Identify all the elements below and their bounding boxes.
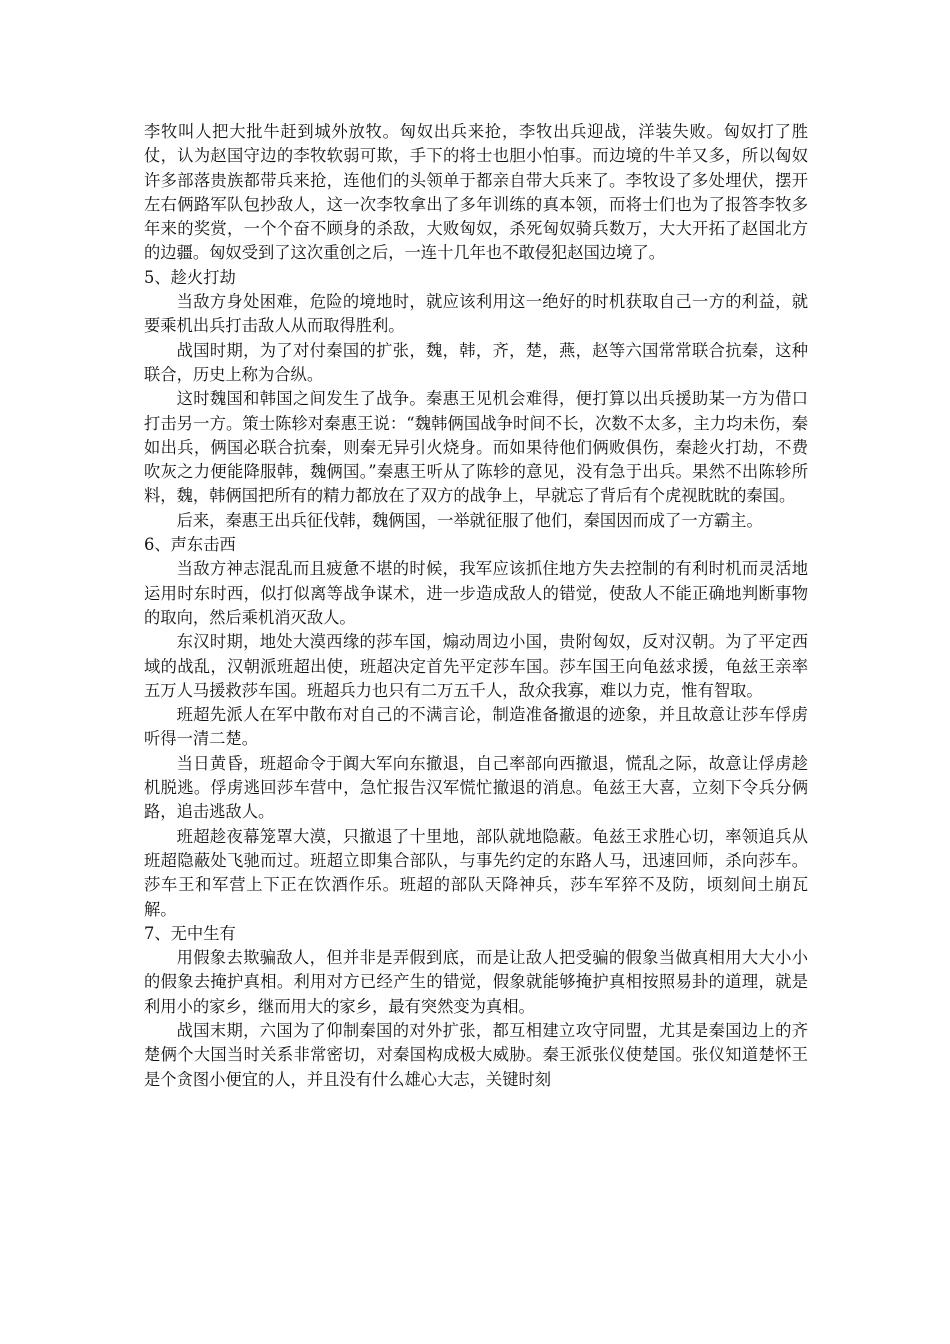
section-heading: 7、无中生有	[144, 923, 236, 943]
paragraph: 当敌方神志混乱而且疲惫不堪的时候，我军应该抓住地方失去控制的有利时机而灵活地运用时东时西，似打似离等战争谋术，进一步造成敌人的错觉，使敌人不能正确地判断事物的取向，然后乘机消灭敌人。	[144, 559, 808, 627]
section-heading: 6、声东击西	[144, 535, 236, 555]
paragraph: 这时魏国和韩国之间发生了战争。秦惠王见机会难得，便打算以出兵援助某一方为借口打击另一方。策士陈轸对秦惠王说：“魏韩俩国战争时间不长，次数不太多，主力均未伤，秦如出兵，俩国必联合抗秦，则秦无异引火烧身。而如果待他们俩败俱伤，秦趁火打劫，不费吹灰之力便能降服韩，魏俩国。”秦惠王听从了陈轸的意见，没有急于出兵。果然不出陈轸所料，魏，韩俩国把所有的精力都放在了双方的战争上，早就忘了背后有个虎视眈眈的秦国。	[144, 389, 808, 506]
paragraph: 李牧叫人把大批牛赶到城外放牧。匈奴出兵来抢，李牧出兵迎战，洋装失败。匈奴打了胜仗，认为赵国守边的李牧软弱可欺，手下的将士也胆小怕事。而边境的牛羊又多，所以匈奴许多部落贵族都带兵来抢，连他们的头领单于都亲自带大兵来了。李牧设了多处埋伏，摆开左右俩路军队包抄敌人，这一次李牧拿出了多年训练的真本领，而将士们也为了报答李牧多年来的奖赏，一个个奋不顾身的杀敌，大败匈奴，杀死匈奴骑兵数万，大大开拓了赵国北方的边疆。匈奴受到了这次重创之后，一连十几年也不敢侵犯赵国边境了。	[144, 122, 808, 263]
section-heading: 5、趁火打劫	[144, 267, 236, 287]
paragraph: 当日黄昏，班超命令于阗大军向东撤退，自己率部向西撤退，慌乱之际，故意让俘虏趁机脱逃。俘虏逃回莎车营中，急忙报告汉军慌忙撤退的消息。龟兹王大喜，立刻下令兵分俩路，追击逃敌人。	[144, 753, 808, 822]
paragraph: 后来，秦惠王出兵征伐韩，魏俩国，一举就征服了他们，秦国因而成了一方霸主。	[176, 510, 763, 530]
paragraph: 东汉时期，地处大漠西缘的莎车国，煽动周边小国，贵附匈奴，反对汉朝。为了平定西域的战乱，汉朝派班超出使，班超决定首先平定莎车国。莎车国王向龟兹求援，龟兹王亲率五万人马援救莎车国。班超兵力也只有二万五千人，敌众我寡，难以力克，惟有智取。	[144, 632, 808, 700]
paragraph: 用假象去欺骗敌人，但并非是弄假到底，而是让敌人把受骗的假象当做真相用大大小小的假象去掩护真相。利用对方已经产生的错觉，假象就能够掩护真相按照易卦的道理，就是利用小的家乡，继而用大的家乡，最有突然变为真相。	[144, 948, 808, 1016]
paragraph: 当敌方身处困难，危险的境地时，就应该利用这一绝好的时机获取自己一方的利益，就要乘机出兵打击敌人从而取得胜利。	[144, 292, 808, 336]
document-body	[144, 120, 808, 1092]
paragraph: 战国时期，为了对付秦国的扩张，魏，韩，齐，楚，燕，赵等六国常常联合抗秦，这种联合，历史上称为合纵。	[144, 340, 808, 384]
paragraph: 战国末期，六国为了仰制秦国的对外扩张，都互相建立攻守同盟，尤其是秦国边上的齐楚俩个大国当时关系非常密切，对秦国构成极大威胁。秦王派张仪使楚国。张仪知道楚怀王是个贪图小便宜的人，并且没有什么雄心大志，关键时刻	[144, 1020, 808, 1089]
paragraph: 班超先派人在军中散布对自己的不满言论，制造准备撤退的迹象，并且故意让莎车俘虏听得一清二楚。	[144, 705, 808, 749]
paragraph: 班超趁夜幕笼罩大漠，只撤退了十里地，部队就地隐蔽。龟兹王求胜心切，率领追兵从班超隐蔽处飞驰而过。班超立即集合部队，与事先约定的东路人马，迅速回师，杀向莎车。莎车王和军营上下正在饮酒作乐。班超的部队天降神兵，莎车军猝不及防，顷刻间土崩瓦解。	[144, 826, 808, 919]
